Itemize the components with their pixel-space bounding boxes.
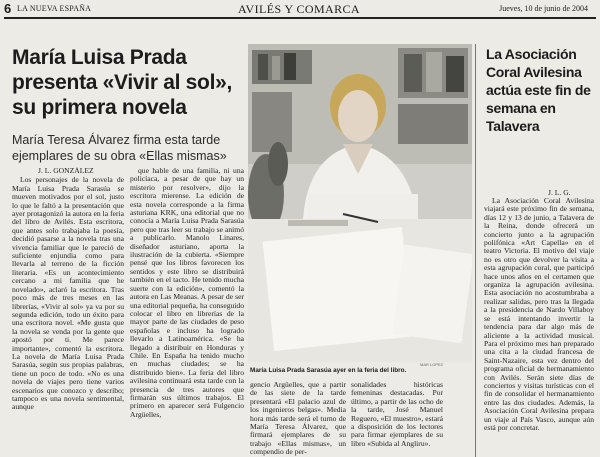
article-byline: J. L. GONZÁLEZ	[38, 167, 94, 175]
author-photo	[248, 44, 472, 362]
sidebar-byline: J. L. G.	[548, 188, 571, 197]
article-column-4	[351, 381, 443, 457]
article-subhead: María Teresa Álvarez firma esta tarde ejemplares de su obra «Ellas mismas»	[12, 133, 227, 163]
section-title: AVILÉS Y COMARCA	[238, 2, 360, 16]
sidebar-text: La Asociación Coral Avilesina viajará este próximo fin de semana, días 12 y 13 de junio, a Talavera de la Reina, donde ofrecerá un concierto junto a la agrupación polifónica «Art Capella» en el teatro Victoria. El motivo del viaje no es otro que devolver la visita a esta agrupación coral, que participó hace unos años en el certamen que organiza la agrupación avilesina. Esta asociación no acostumbraba a realizar salidas, pero tras la llegada a la presidencia de Nardo Villaboy se está intentando invertir la tendencia para dar algo más de aliciente a la actividad musical. Para el próximo mes han preparado una cita a la ciudad francesa de Saint-Nazaire, esta vez dentro del programa oficial de hermanamiento con Avilés. Serán siete días de conciertos y visitas turísticas con el fin de consolidar el hermanamiento entre las dos ciudades. Además, la Asociación Coral Avilesina prepara un viaje al País Vasco, aunque aún está por concretar.	[484, 197, 594, 432]
article-headline: María Luisa Prada presenta «Vivir al sol», su primera novela	[12, 46, 233, 119]
article-column-1	[12, 167, 124, 457]
header-rule	[4, 17, 596, 19]
page-number: 6	[4, 1, 12, 16]
article-text: que hable de una familia, ni una policíaca, a pesar de que hay un misterio por resolver», dijo la escritora mierense. La edición de esta novela corresponde a la firma asturiana KRK, una editorial que no conocía a María Luisa Prada Sarasúa pero que tras leer su trabajo se animó a publicarlo. Manolo Linares, diseñador asturiano, aporta la ilustración de la cubierta. «Siempre pensé que los libros favorecen los sentidos y este libro se distribuirá también en el tacto. He tenido mucha suerte con la edición», comentó la autora en Las Meanas. A pesar de ser una editorial pequeña, ha conseguido colocar el libro en librerías de la mayor parte de las ciudades de peso españolas e incluso ha logrado llevarlo a Latinoamérica. «Se ha llegado a distribuir en Honduras y Chile. En España ha tenido mucho en muchas ciudades; se ha distribuido bien». La feria del libro avilesina continuará esta tarde con la presencia de tres autores que firmarán sus últimos trabajos. El primero en aparecer será Fulgencio Argüelles,	[130, 167, 244, 419]
article-text: gencio Argüelles, que a partir de las siete de la tarde presentará «El palacio azul de los ingenieros belgas». Media hora más tarde será el turno de María Teresa Álvarez, que firmará ejemplares de su trabajo «Ellas mismas», un compendio de per-	[250, 381, 346, 457]
photo-caption: María Luisa Prada Sarasúa ayer en la feria del libro.	[250, 367, 407, 374]
article-text: Los personajes de la novela de María Luisa Prada Sarasúa se mueven motivados por el sol, justo lo que le faltó a la presentación que ayer protagonizó la autora en la feria del libro de Avilés. Esta escritora, que antes solo trabajaba la poesía, decidió pasarse a la novela tras una vivencia familiar que le pareció de suficiente enjundia como para llevarla al terreno de la ficción literaria. «Es un acontecimiento cercano a mi familia que he novelado», aclaró la escritora. Tras poco más de tres meses en las librerías, «Vivir al sol» ya va por su segunda edición, todo un éxito para una escritora novel. «Me gusta que la novela se venda por la gente que apostó por ti. Me parece importante», comentó la escritora. La novela de María Luisa Prada Sarasúa, según sus propias palabras, tiene un poco de todo. «No es una novela de viajes pero tiene varios escenarios que conozco y describo; tampoco es una novela sentimental, aunque	[12, 175, 124, 412]
sidebar-headline: La Asociación Coral Avilesina actúa este fin de semana en Talavera	[486, 46, 591, 134]
newspaper-name: LA NUEVA ESPAÑA	[17, 4, 92, 13]
photo-credit: MAR LOPEZ	[420, 362, 444, 367]
sidebar-article	[484, 197, 594, 457]
article-text: sonalidades históricas femeninas destacadas. Por último, a partir de las ocho de la tarde, José Manuel Reguero, «El muestro», estará a disposición de los lectores para firmar ejemplares de su libro «Subida al Angliru».	[351, 381, 443, 448]
issue-date: Jueves, 10 de junio de 2004	[499, 4, 588, 13]
article-column-2	[130, 167, 244, 457]
column-divider	[475, 44, 476, 457]
photo-illustration	[248, 44, 472, 362]
article-column-3	[250, 381, 346, 457]
